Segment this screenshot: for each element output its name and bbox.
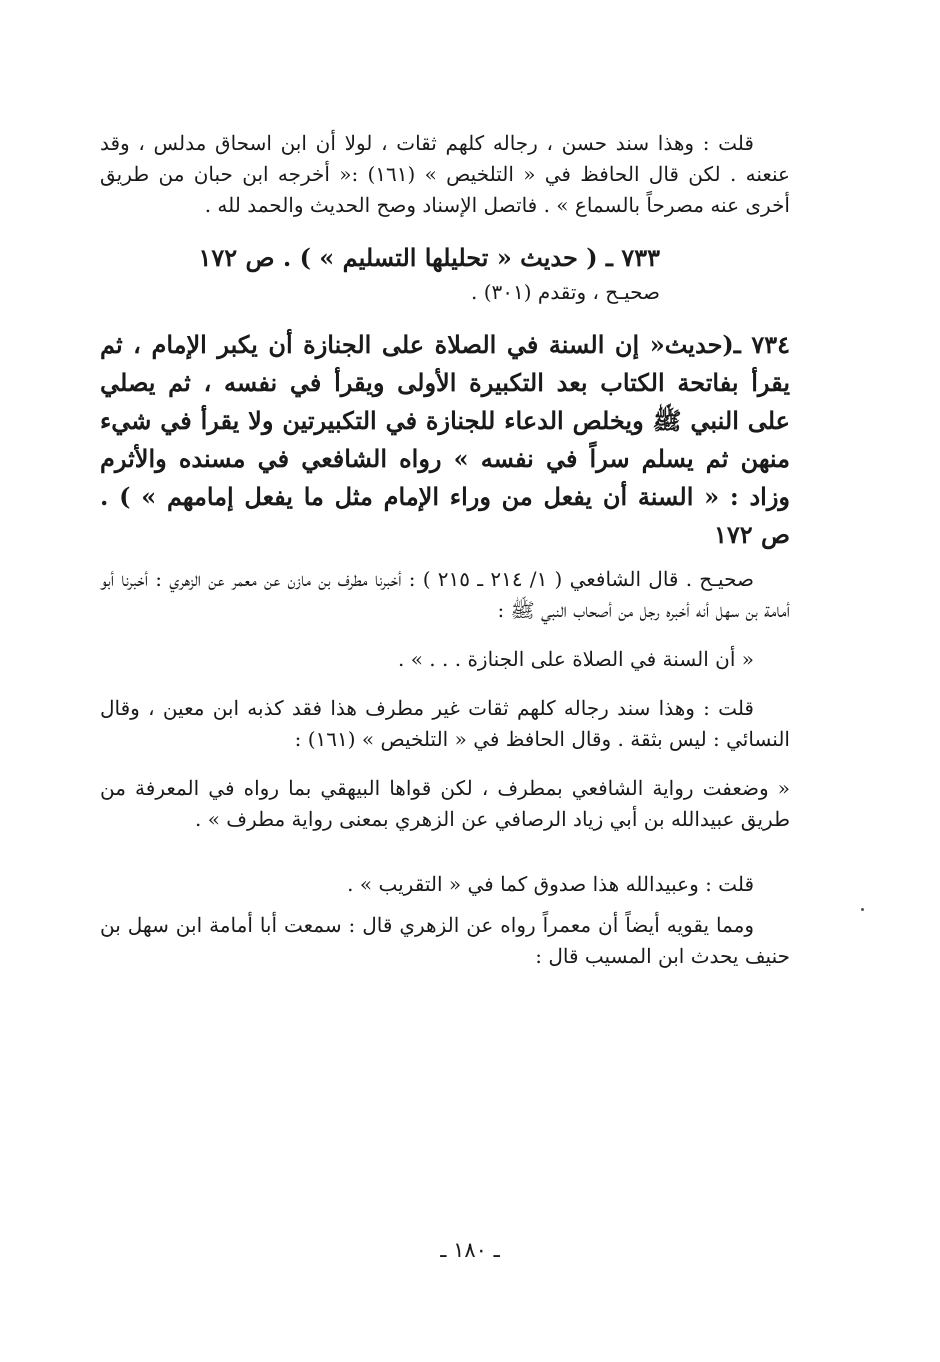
paragraph-ubaydallah: قلت : وعبيدالله هذا صدوق كما في « التقريب » . bbox=[347, 872, 754, 896]
page-body bbox=[100, 128, 790, 972]
paragraph-mamar-support: ومما يقويه أيضاً أن معمراً رواه عن الزهري قال : سمعت أبا أمامة ابن سهل بن حنيف يحدث ابن المسيب قال : bbox=[100, 913, 790, 968]
margin-speck bbox=[861, 908, 864, 911]
hadith-733-block bbox=[100, 239, 790, 308]
hadith-733-heading: ٧٣٣ ـ ( حديث « تحليلها التسليم » ) . ص ١٧٢ bbox=[198, 243, 660, 272]
paragraph-talkhis-quote: « وضعفت رواية الشافعي بمطرف ، لكن قواها البيهقي بما رواه في المعرفة من طريق عبيدالله بن أبي زياد الرصافي عن الزهري بمعنى رواية مطرف » . bbox=[100, 776, 790, 831]
paragraph-isnad-hasan: قلت : وهذا سند حسن ، رجاله كلهم ثقات ، لولا أن ابن اسحاق مدلس ، وقد عنعنه . لكن قال الحافظ في « التلخيص » (١٦١) :« أخرجه ابن حبان من طريق أخرى عنه مصرحاً بالسماع » . فاتصل الإسناد وصح الحديث والحمد لله . bbox=[100, 131, 790, 217]
paragraph-sahih-shafii: صحيـح . قال الشافعي ( ١/ ٢١٤ ـ ٢١٥ ) : أخبرنا مطرف بن مازن عن معمر عن الزهري : أخبرنا أبو أمامة بن سهل أنه أخبره رجل من أصحاب النبي ﷺ : bbox=[100, 567, 790, 622]
paragraph-mutarrif-criticism: قلت : وهذا سند رجاله كلهم ثقات غير مطرف هذا فقد كذبه ابن معين ، وقال النسائي : ليس بثقة . وقال الحافظ في « التلخيص » (١٦١) : bbox=[100, 696, 790, 751]
paragraph-quote-sunnah: « أن السنة في الصلاة على الجنازة . . . » . bbox=[397, 647, 754, 671]
hadith-733-grade: صحيـح ، وتقدم (٣٠١) . bbox=[470, 280, 660, 304]
page-number: ـ ١٨٠ ـ bbox=[440, 1238, 500, 1262]
hadith-734-text: ٧٣٤ ـ(حديث« إن السنة في الصلاة على الجنازة أن يكبر الإمام ، ثم يقرأ بفاتحة الكتاب بعد التكبيرة الأولى ويقرأ في نفسه ، ثم يصلي على النبي ﷺ ويخلص الدعاء للجنازة في التكبيرتين ولا يقرأ في شيء منهن ثم يسلم سراً في نفسه » رواه الشافعي في مسنده والأثرم وزاد : « السنة أن يفعل من وراء الإمام مثل ما يفعل إمامهم » ) . ص ١٧٢ bbox=[100, 330, 791, 549]
